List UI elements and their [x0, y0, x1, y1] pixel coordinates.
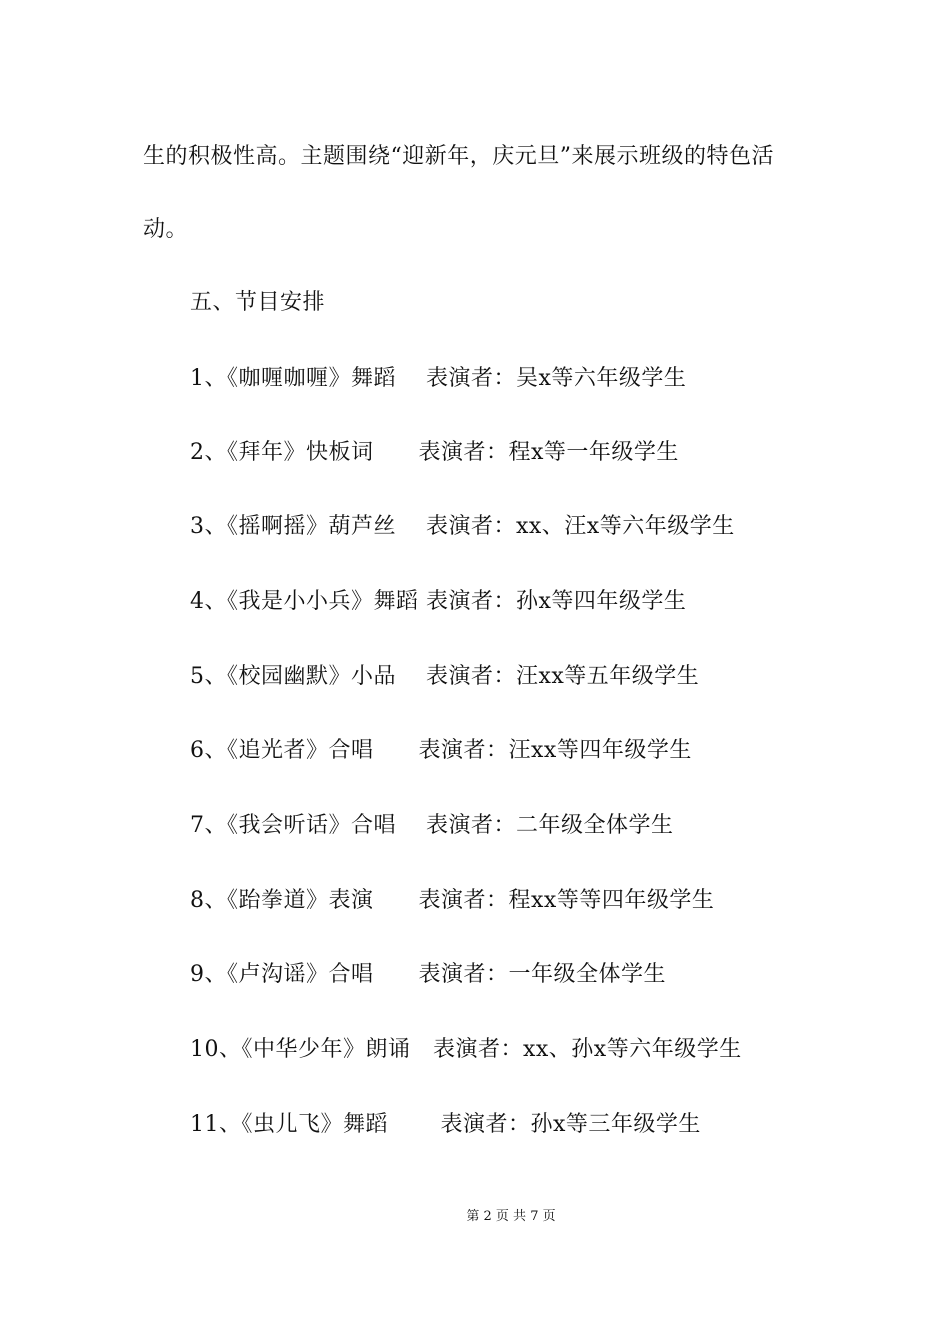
program-item-1: 1、《咖喱咖喱》舞蹈 表演者：吴x等六年级学生 [190, 366, 687, 391]
program-item-4: 4、《我是小小兵》舞蹈 表演者：孙x等四年级学生 [190, 589, 687, 614]
paragraph-line-1: 生的积极性高。主题围绕“迎新年，庆元旦”来展示班级的特色活 [143, 144, 774, 169]
program-item-2: 2、《拜年》快板词 表演者：程x等一年级学生 [190, 440, 679, 465]
section-heading: 五、节目安排 [190, 290, 326, 315]
program-item-11: 11、《虫儿飞》舞蹈 表演者：孙x等三年级学生 [190, 1112, 701, 1137]
program-item-8: 8、《跆拳道》表演 表演者：程xx等等四年级学生 [190, 888, 715, 913]
program-item-7: 7、《我会听话》合唱 表演者：二年级全体学生 [190, 813, 674, 838]
program-item-9: 9、《卢沟谣》合唱 表演者：一年级全体学生 [190, 962, 666, 987]
program-item-5: 5、《校园幽默》小品 表演者：汪xx等五年级学生 [190, 664, 700, 689]
program-item-3: 3、《摇啊摇》葫芦丝 表演者：xx、汪x等六年级学生 [190, 514, 735, 539]
program-item-10: 10、《中华少年》朗诵 表演者：xx、孙x等六年级学生 [190, 1037, 742, 1062]
paragraph-line-2: 动。 [143, 217, 189, 242]
program-item-6: 6、《追光者》合唱 表演者：汪xx等四年级学生 [190, 738, 692, 763]
page-number-footer: 第 2 页 共 7 页 [466, 1209, 556, 1224]
